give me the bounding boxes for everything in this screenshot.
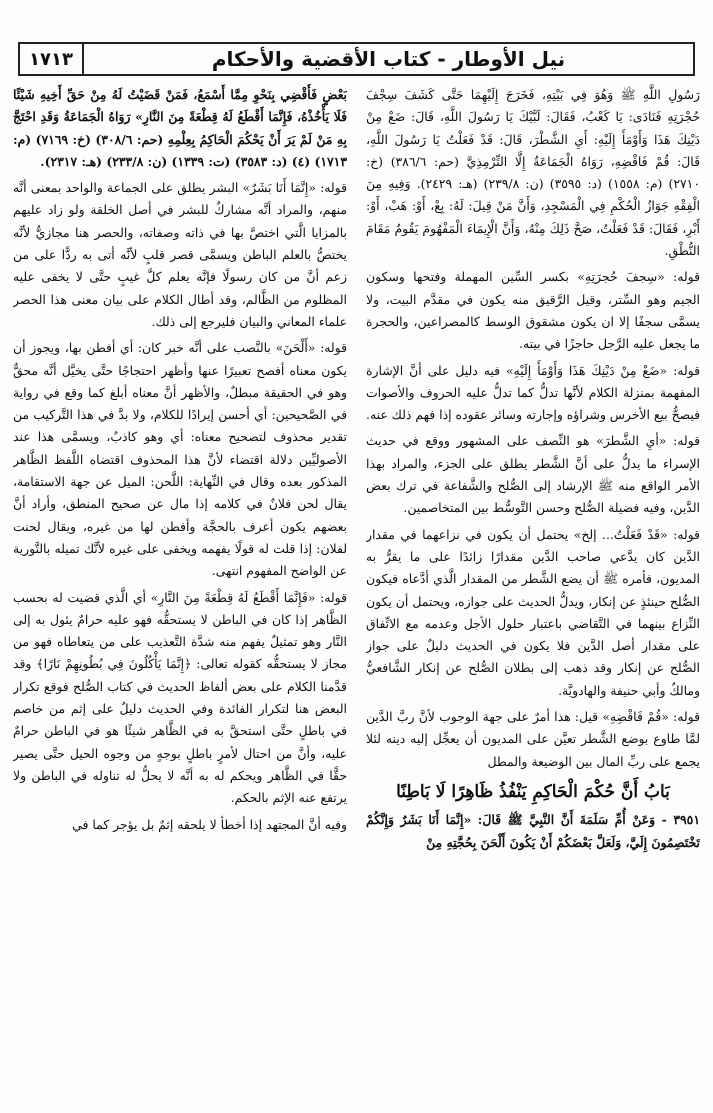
- paragraph: قوله: «أيِ الشَّطرَ» هو النِّصف على المشهور ووقع في حديث الإسراء ما يدلُّ على أنَّ الشَّطر يطلق على الجزء، والمراد بهذا الأمر الواقع منه ﷺ الإرشاد إلى الصُّلح والشَّفاعة في ترك بعض الدَّين، وفيه فضيلة الصُّلح وحسن التَّوسُّط بين المتخاصمين.: [366, 433, 700, 516]
- paragraph: قوله: «سِجفَ حُجرَتِهِ» بكسر السِّين المهملة وفتحها وسكون الجيم وهو السِّتر، وقيل الرَّقيق منه يكون في مقدَّم البيت، ولا يسمَّى سجفًا إلا ان يكون مشقوق الوسط كالمصراعين، والحجرة ما يجعل عليه الرَّجل حاجزًا في بيته.: [366, 269, 700, 352]
- page-number: ١٧١٣: [20, 44, 84, 74]
- paragraph: قوله: «أَلْحَنَ» بالنَّصب على أنَّه خبر كان: أي أفطن بها، ويجوز أن يكون معناه أفصح تعبيرًا عنها وأظهر احتجاجًا حتَّى يخيَّل أنَّه محقٌّ وهو في الحقيقة مبطلٌ، والأظهر أنَّ معناه أبلغ كما وقع في رواية في الصَّحيحين: أي أحسن إيرادًا للكلام، ولا بدَّ في هذا التَّركيب من تقدير محذوف لتصحيح معناه: أي وهو كاذبٌ، ويسمَّى هذا عند الأصوليِّين دلالة اقتضاء لأنَّ هذا المحذوف اقتضاه اللَّفظ الظَّاهر المذكور بعده وقال في النِّهاية: اللَّحن: الميل عن جهة الاستقامة، يقال لحن فلانٌ في كلامه إذا مال عن صحيح المنطق، وأراد أنَّ بعضهم يكون أعرف بالحجَّة وأفطن لها من غيره، ويقال لحنت لفلان: إذا قلت له قولًا يفهمه ويخفى على غيره لأنَّك تميله بالتَّورية عن الواضح المفهوم انتهى.: [13, 340, 347, 579]
- paragraph: قوله: «فَإِنَّمَا أَقْطَعُ لَهُ قِطْعَةً مِنَ النَّارِ» أي الَّذي قضيت له بحسب الظَّاهر إذا كان في الباطن لا يستحقُّه فهو عليه حرامٌ يئول به إلى النَّار وهو تمثيلٌ يفهم منه شدَّة التَّعذيب على من يتعاطاه فهو من مجاز لا يستحقُّه كقوله تعالى: ﴿إِنَّمَا يَأْكُلُونَ فِي بُطُونِهِمْ نَارًا﴾ وقد قدَّمنا الكلام على بعض ألفاظ الحديث في كتاب الصُّلح فوقع تكرار البعض هنا لتكرار الفائدة وفي الحديث دليلٌ على إثم من خاصم في باطلٍ حتَّى استحقَّ به في الظَّاهر شيئًا هو في الباطن حرامٌ عليه، وأنَّ من احتال لأمرٍ باطلٍ بوجهٍ من وجوه الحيل حتَّى يصير حقًّا في الظَّاهر ويحكم له به أنَّه لا يحلُّ له تناوله في الباطن ولا يرتفع عنه الإثم بالحكم.: [13, 589, 347, 806]
- right-column: [366, 84, 700, 1104]
- chapter-heading: بَابُ أَنَّ حُكْمَ الْحَاكِمِ يَنْفُذُ ظَاهِرًا لَا بَاطِنًا: [396, 781, 670, 802]
- paragraph: قوله: «قُمْ فَاقْضِهِ» قيل: هذا أمرٌ على جهة الوجوب لأنَّ ربَّ الدَّين لمَّا طاوع بوضع الشَّطر تعيَّن على المديون أن يعجِّل إليه دينه لئلا يجمع على ربِّ المال بين الوضيعة والمطل: [366, 709, 700, 769]
- paragraph: قوله: «إِنَّمَا أَنَا بَشَرٌ» البشر يطلق على الجماعة والواحد بمعنى أنَّه منهم، والمراد أنَّه مشاركٌ للبشر في أصل الخلقة ولو زاد عليهم بالمزايا الَّتي اختصَّ بها في ذاته وصفاته، والحصر هنا مجازيٌّ لأنَّه يختصُّ بالعلم الباطن ويسمَّى قصر قلبٍ لأنَّه أتى به ردًّا على من زعم أنَّ من كان رسولًا فإنَّه يعلم كلَّ غيبٍ حتَّى لا يخفى عليه المظلوم من الظَّالم، وقد أطال الكلام على بيان معنى هذا الحصر علماء المعاني والبيان فليرجع إلى ذلك.: [13, 180, 347, 329]
- paragraph: وفيه أنَّ المجتهد إذا أخطأ لا يلحقه إثمٌ بل يؤجر كما في: [72, 816, 347, 832]
- paragraph: قوله: «قَدْ فَعَلْتُ... إلخ» يحتمل أن يكون في نزاعهما في مقدار الدَّين كان يدَّعي صاحب الدَّين مقدارًا زائدًا على ما يقرُّ به المديون، فأمره ﷺ أن يضع الشَّطر من المقدار الَّذي أدَّعاه فيكون الصُّلح حينئذٍ عن إنكار، ويدلُّ الحديث على جوازه، ويحتمل أن يكون النِّزاع بينهما في التَّقاضي باعتبار حلول الأجل وعدمه مع الاتِّفاق على مقدار أصل الدَّين فلا يكون في الحديث دليلٌ على جواز الصُّلح عن إنكار وقد ذهب إلى بطلان الصُّلح عن إنكار الشَّافعيُّ ومالكٌ وأبي حنيفة والهادويَّة.: [366, 526, 700, 698]
- running-header: [18, 42, 695, 76]
- paragraph: قوله: «ضَعْ مِنْ دَيْنِكَ هَذَا وَأَوْمَأَ إِلَيْهِ» فيه دليل على أنَّ الإشارة المفهمة بمنزلة الكلام لأنَّها تدلُّ كما تدلُّ عليه الحروف والأصوات فيصحُّ بيع الأخرس وشراؤه وإجارته وسائر عقوده إذا فهم ذلك عنه.: [366, 362, 700, 423]
- left-column: [13, 84, 347, 1104]
- page-title: نيل الأوطار - كتاب الأقضية والأحكام: [211, 47, 566, 71]
- paragraph: رَسُولِ اللَّهِ ﷺ وَهُوَ فِي بَيْتِهِ، فَخَرَجَ إِلَيْهِمَا حَتَّى كَشَفَ سِجْفَ حُجْرَتِهِ فَنَادَى: يَا كَعْبُ، فَقَالَ: لَبَّيْكَ يَا رَسُولَ اللَّهِ، قَالَ: ضَعْ مِنْ دَيْنِكَ هَذَا وَأَوْمَأَ إِلَيْهِ: أَيِ الشَّطْرَ، قَالَ: قَدْ فَعَلْتُ يَا رَسُولَ اللَّهِ، قَالَ: قُمْ فَاقْضِهِ، رَوَاهُ الْجَمَاعَةُ إِلَّا التِّرْمِذِيَّ (حم: ٣٨٦/٦) (خ: ٢٧١٠) (م: ١٥٥٨) (د: ٣٥٩٥) (ن: ٢٣٩/٨) (هـ: ٢٤٢٩). وَفِيهِ مِنَ الْفِقْهِ جَوَازُ الْحُكْمِ فِي الْمَسْجِدِ، وَأَنَّ مَنْ قِيلَ: لَهُ: بِعْ، أَوْ: هَبْ، أَوْ: أَبْرِ، فَقَالَ: قَدْ فَعَلْتُ، صَحَّ ذَلِكَ مِنْهُ، وَأَنَّ الْإِيمَاءَ الْمَفْهُومَ يَقُومُ مَقَامَ النُّطْقِ.: [366, 87, 700, 259]
- hadith-text: ٣٩٥١ - وَعَنْ أُمِّ سَلَمَةَ أَنَّ النَّبِيَّ ﷺ قَالَ: «إِنَّمَا أَنَا بَشَرٌ وَإِنَّكُمْ تَخْتَصِمُونَ إِلَيَّ، وَلَعَلَّ بَعْضَكُمْ أَنْ يَكُونَ أَلْحَنَ بِحُجَّتِهِ مِنْ: [366, 812, 700, 850]
- hadith-continuation: بَعْضٍ فَأَقْضِي بِنَحْوِ مِمَّا أَسْمَعُ، فَمَنْ قَضَيْتُ لَهُ مِنْ حَقِّ أَخِيهِ شَيْئًا فَلَا يَأْخُذْهُ، فَإِنَّمَا أَقْطَعُ لَهُ قِطْعَةً مِنَ النَّارِ» رَوَاهُ الْجَمَاعَةُ وَقَدِ احْتَجَّ بِهِ مَنْ لَمْ يَرَ أَنْ يَحْكُمَ الْحَاكِمُ بِعِلْمِهِ (حم: ٣٠٨/٦) (خ: ٧١٦٩) (م: ١٧١٣) (٤) (د: ٣٥٨٣) (ت: ١٣٣٩) (ن: ٢٣٣/٨) (هـ: ٢٣١٧).: [13, 87, 347, 169]
